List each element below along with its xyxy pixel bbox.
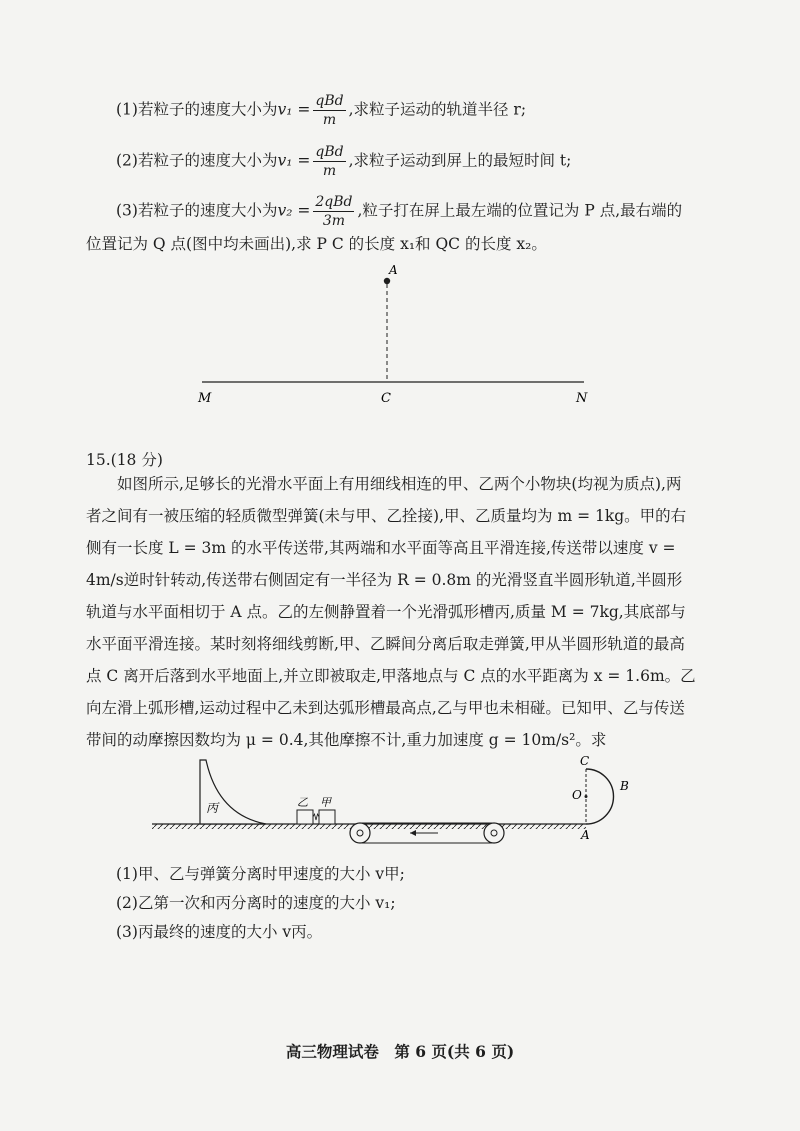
figure-conveyor: [148, 755, 648, 847]
frac-den: 3m: [322, 213, 346, 229]
part-3-prefix: (3)若粒子的速度大小为: [116, 201, 278, 220]
part-2-prefix: (2)若粒子的速度大小为: [116, 151, 278, 170]
page-footer: 高三物理试卷 第 6 页(共 6 页): [285, 1042, 515, 1061]
frac-den: m: [322, 112, 337, 128]
part-2-var: v₁ =: [277, 151, 311, 170]
q14-part-2: [116, 143, 571, 180]
figure-mcn: [190, 262, 600, 407]
frac-num: qBd: [315, 144, 344, 160]
label-b: B: [620, 779, 629, 793]
block-yi: [297, 810, 313, 824]
semicircle-track: [586, 769, 614, 824]
q15-question-2: (2)乙第一次和丙分离时的速度的大小 v₁;: [116, 894, 396, 912]
spring: [313, 814, 319, 820]
part-2-suffix: ,求粒子运动到屏上的最短时间 t;: [348, 151, 572, 170]
label-bing: 丙: [206, 801, 219, 815]
q14-part-3-line2: 位置记为 Q 点(图中均未画出),求 P C 的长度 x₁和 QC 的长度 x₂。: [86, 235, 547, 253]
part-1-prefix: (1)若粒子的速度大小为: [116, 100, 278, 119]
frac-num: 2qBd: [315, 194, 353, 210]
part-3-var: v₂ =: [277, 201, 311, 220]
part-3-fraction: [313, 193, 354, 230]
part-1-fraction: [313, 92, 345, 129]
q14-part-1: [116, 92, 526, 129]
label-o: O: [572, 788, 582, 802]
q15-question-3: (3)丙最终的速度的大小 v丙。: [116, 923, 323, 941]
part-1-var: v₁ =: [277, 100, 311, 119]
label-yi: 乙: [297, 796, 308, 809]
label-c: C: [381, 391, 391, 406]
point-a-dot: [384, 278, 390, 284]
part-3-suffix: ,粒子打在屏上最左端的位置记为 P 点,最右端的: [357, 201, 683, 220]
q15-header: 15.(18 分): [86, 451, 163, 469]
part-1-suffix: ,求粒子运动的轨道半径 r;: [348, 100, 527, 119]
block-jia: [319, 810, 335, 824]
label-jia: 甲: [320, 796, 331, 809]
belt-roller-left: [350, 823, 370, 843]
label-n: N: [576, 391, 588, 406]
belt-roller-right: [484, 823, 504, 843]
frac-den: m: [322, 163, 337, 179]
label-m: M: [198, 391, 212, 406]
label-a: A: [389, 263, 398, 277]
frac-num: qBd: [315, 93, 344, 109]
arrow-head-icon: [410, 830, 416, 836]
label-a2: A: [581, 828, 590, 842]
q15-question-1: (1)甲、乙与弹簧分离时甲速度的大小 v甲;: [116, 865, 405, 883]
part-2-fraction: [313, 143, 345, 180]
label-c2: C: [580, 755, 590, 768]
q15-body: 如图所示,足够长的光滑水平面上有用细线相连的甲、乙两个小物块(均视为质点),两者之间有一被压缩的轻质微型弹簧(未与甲、乙拴接),甲、乙质量均为 m = 1kg。甲的右侧有一长度 L = 3m 的水平传送带,其两端和水平面等高且平滑连接,传送带以速度 v = 4m/s逆时针转动,传送带右侧固定有一半径为 R = 0.8m 的光滑竖直半圆形轨道,半圆形轨道与水平面相切于 A 点。乙的左侧静置着一个光滑弧形槽丙,质量 M = 7kg,其底部与水平面平滑连接。某时刻将细线剪断,甲、乙瞬间分离后取走弹簧,甲从半圆形轨道的最高点 C 离开后落到水平地面上,并立即被取走,甲落地点与 C 点的水平距离为 x = 1.6m。乙向左滑上弧形槽,运动过程中乙未到达弧形槽最高点,乙与甲也未相碰。已知甲、乙与传送带间的动摩擦因数均为 μ = 0.4,其他摩擦不计,重力加速度 g = 10m/s²。求: [86, 475, 696, 749]
q14-part-3: [116, 193, 682, 230]
center-o: [585, 795, 588, 798]
